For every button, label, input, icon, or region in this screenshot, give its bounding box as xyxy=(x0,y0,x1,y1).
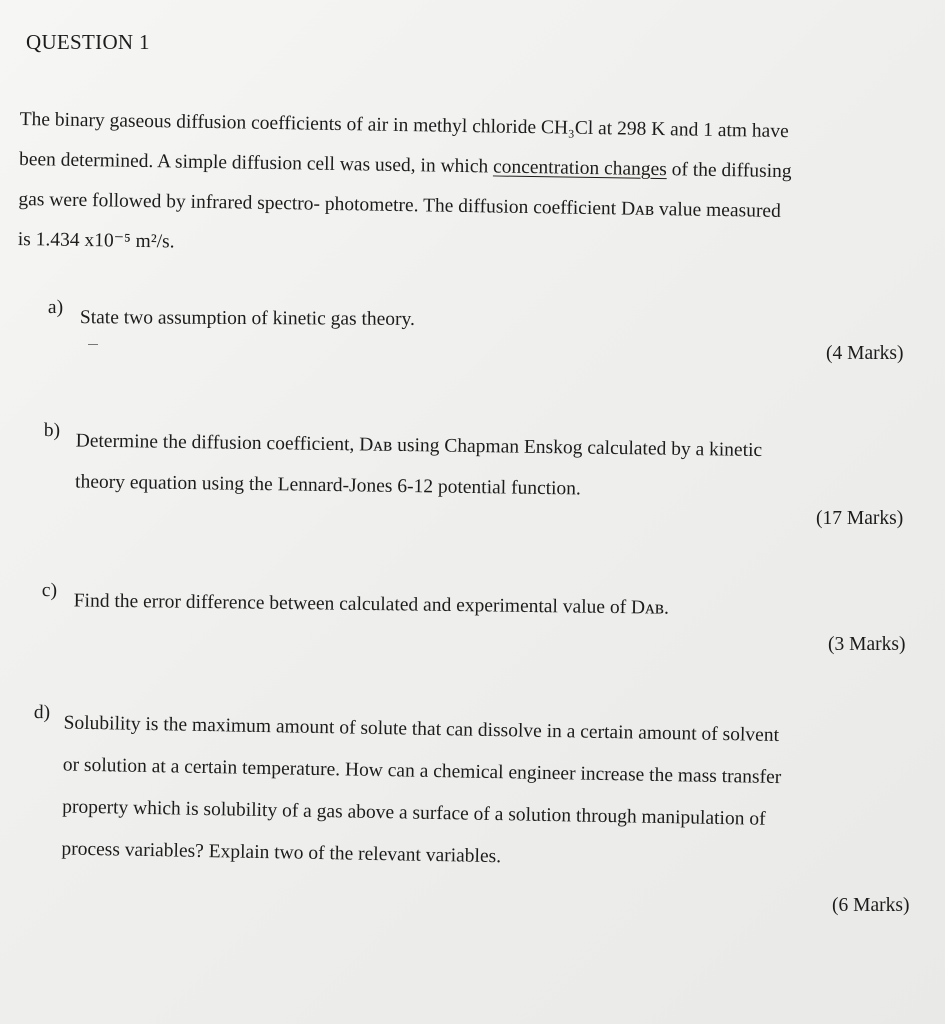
part-a-letter: a) xyxy=(47,297,64,319)
part-d-text-line-3: property which is solubility of a gas above a surface of a solution through manipulation of xyxy=(61,796,766,830)
part-b-letter: b) xyxy=(43,420,61,442)
part-d-text-line-4: process variables? Explain two of the relevant variables. xyxy=(61,838,502,868)
pen-mark xyxy=(88,344,98,345)
part-a-marks: (4 Marks) xyxy=(826,343,904,364)
part-b-text xyxy=(75,420,763,512)
intro-line-3: gas were followed by infrared spectro- photometre. The diffusion coefficient Dᴀʙ value measured xyxy=(18,188,781,222)
intro-line-4: is 1.434 x10⁻⁵ m²/s. xyxy=(17,228,175,253)
question-title: QUESTION 1 xyxy=(26,30,150,54)
part-d-letter: d) xyxy=(33,702,51,724)
part-d-text xyxy=(61,703,782,884)
part-d-text-line-2: or solution at a certain temperature. How can a chemical engineer increase the mass transfer xyxy=(62,754,782,789)
part-b-marks: (17 Marks) xyxy=(816,508,904,529)
part-d-marks: (6 Marks) xyxy=(832,895,910,916)
part-c-marks: (3 Marks) xyxy=(828,634,906,655)
intro-line-2-start: been determined. A simple diffusion cell was used, in which xyxy=(18,148,494,178)
part-a-text-line-1: State two assumption of kinetic gas theory. xyxy=(79,307,416,330)
part-b-text-line-1: Determine the diffusion coefficient, Dᴀʙ using Chapman Enskog calculated by a kinetic xyxy=(75,430,763,462)
intro-underlined-phrase: concentration changes xyxy=(492,156,667,181)
part-d-text-line-1: Solubility is the maximum amount of solute that can dissolve in a certain amount of solvent xyxy=(63,712,780,747)
part-b-text-line-2: theory equation using the Lennard-Jones 6-12 potential function. xyxy=(74,471,582,500)
part-c-text-line-1: Find the error difference between calculated and experimental value of Dᴀʙ. xyxy=(73,590,670,619)
question-intro xyxy=(17,100,911,274)
intro-line-1: The binary gaseous diffusion coefficients of air in methyl chloride CH₃Cl at 298 K and 1 atm have xyxy=(19,108,789,143)
intro-line-2-end: of the diffusing xyxy=(666,159,792,183)
part-c-letter: c) xyxy=(41,580,58,602)
